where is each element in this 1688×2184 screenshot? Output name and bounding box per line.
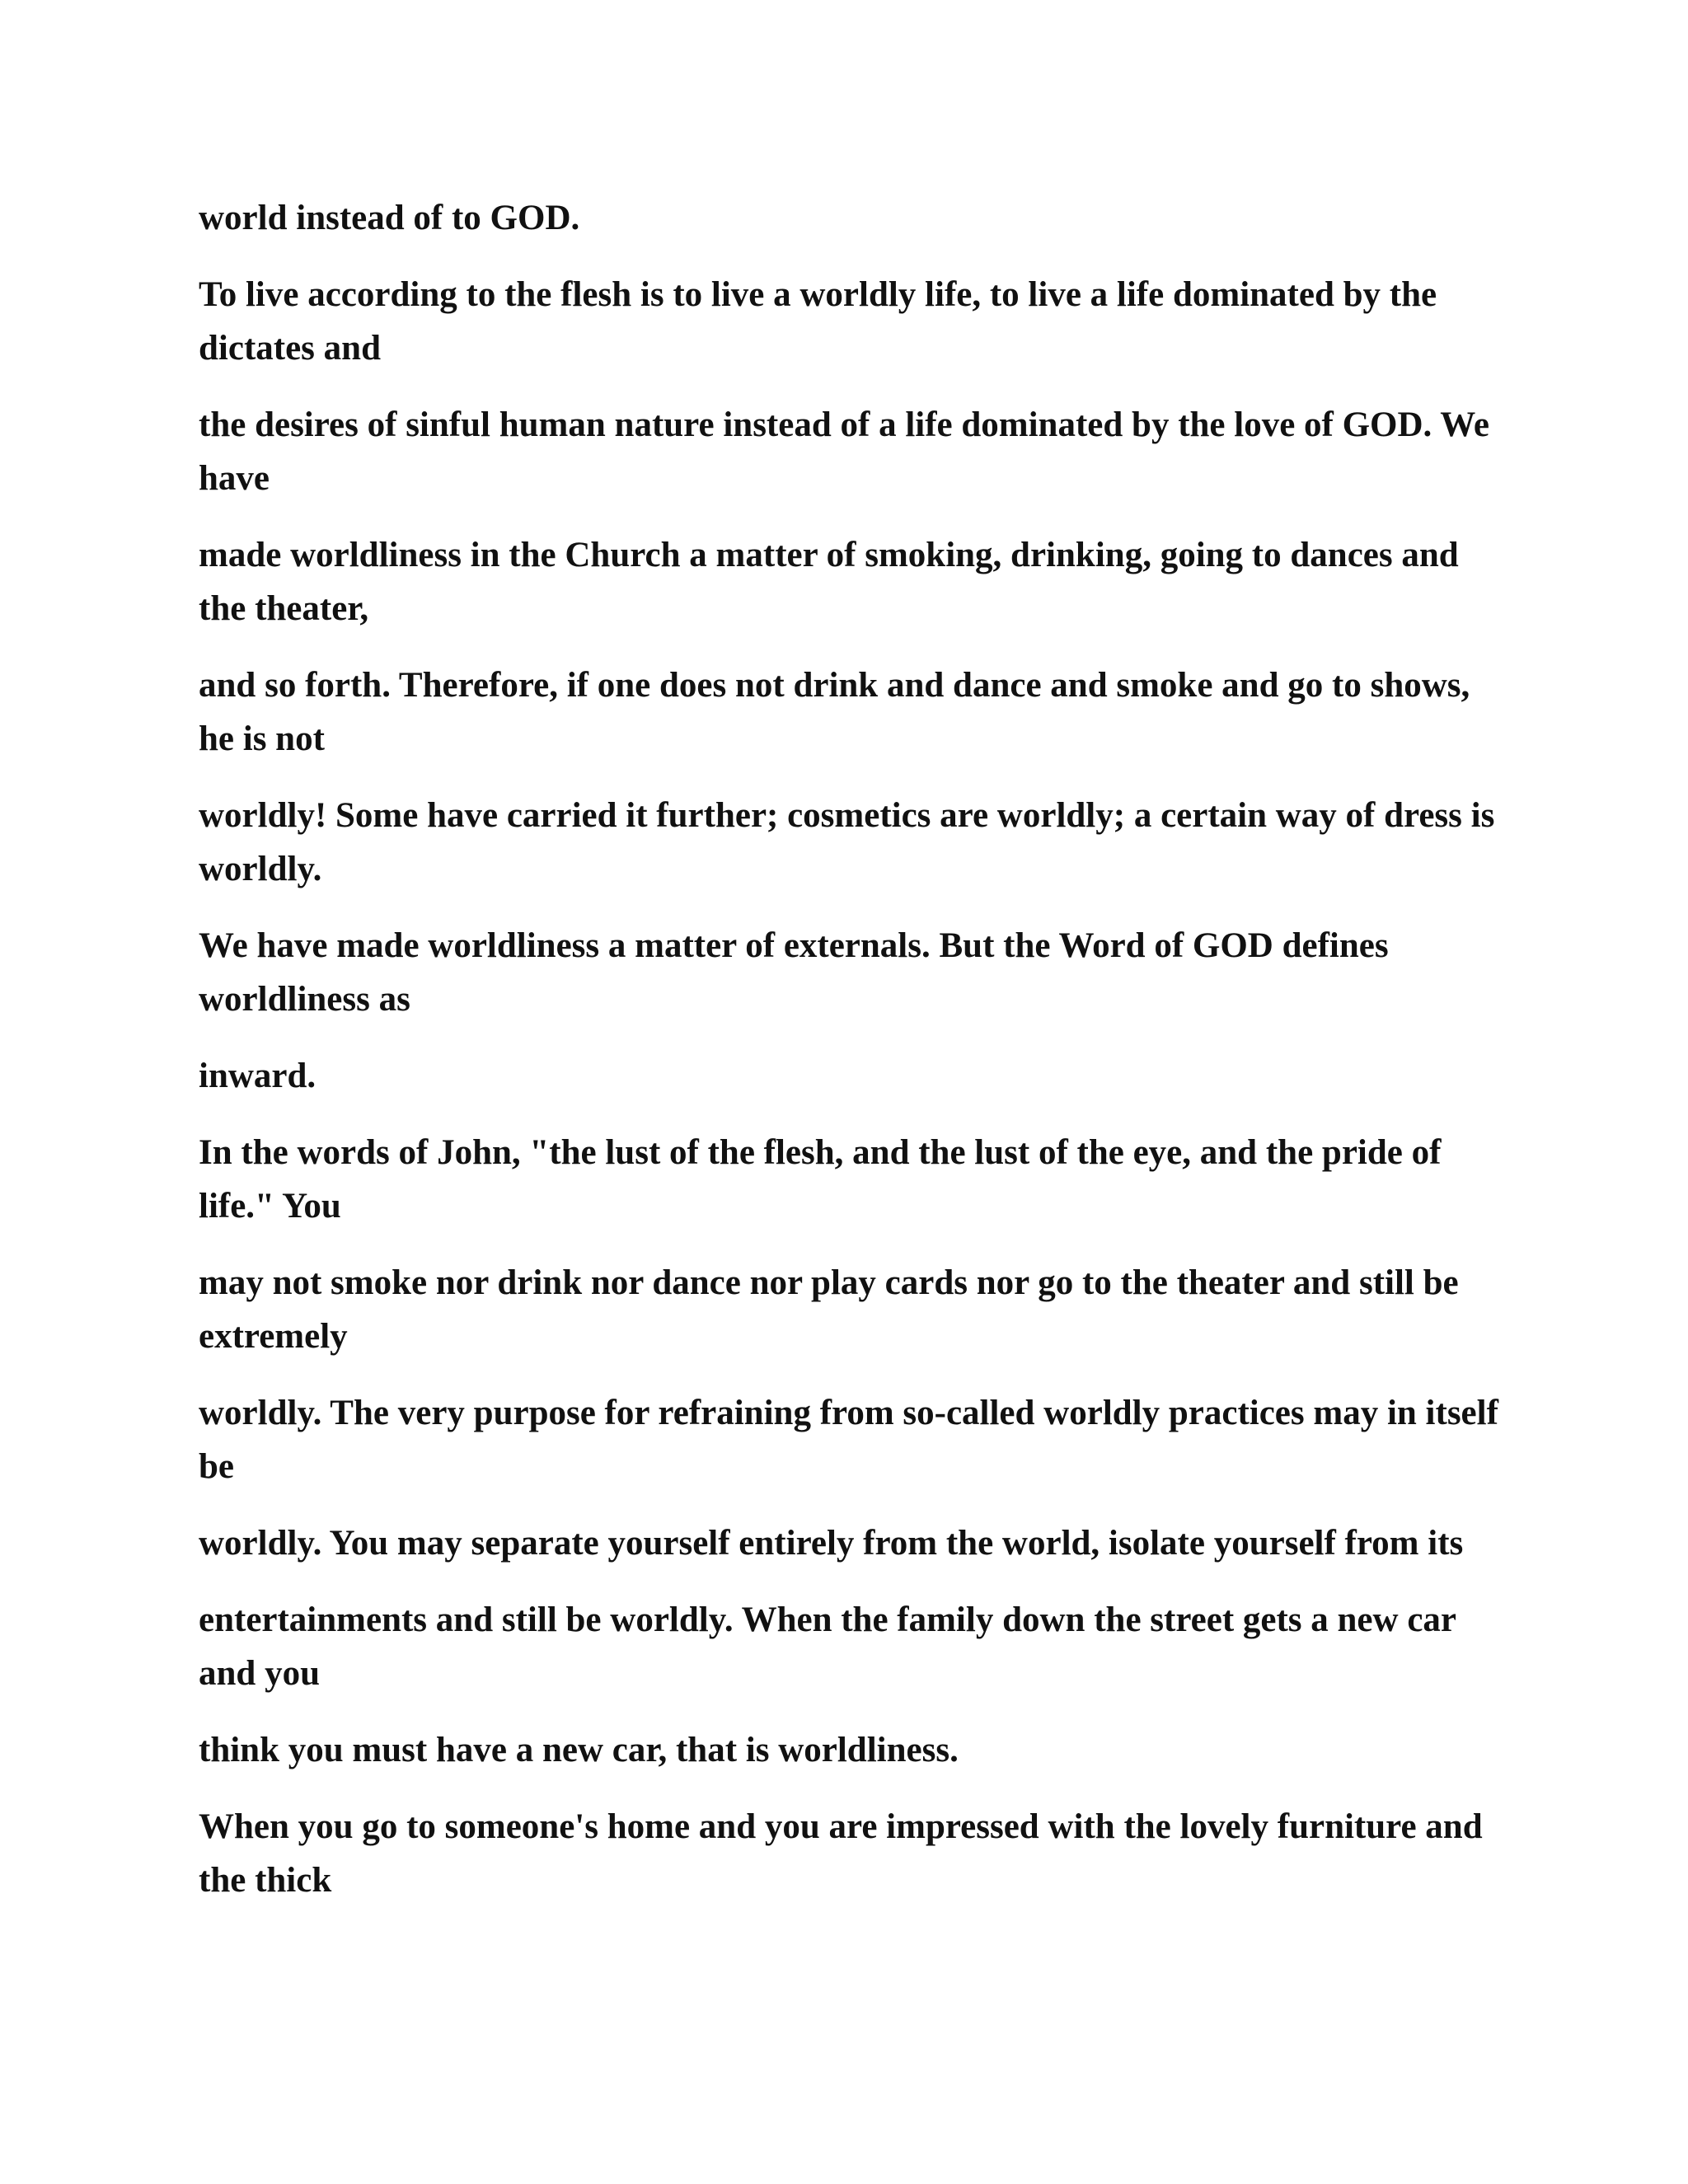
- paragraph-11: worldly. The very purpose for refraining from so-called worldly practices may in itself be: [199, 1394, 1498, 1486]
- paragraph-9: In the words of John, "the lust of the flesh, and the lust of the eye, and the pride of life." You: [199, 1133, 1442, 1226]
- paragraph-1: world instead of to GOD.: [199, 199, 580, 237]
- paragraph-2: To live according to the flesh is to live a worldly life, to live a life dominated by the dictates and: [199, 275, 1437, 368]
- paragraph-4: made worldliness in the Church a matter of smoking, drinking, going to dances and the theater,: [199, 536, 1459, 628]
- document-body: [199, 191, 1501, 1930]
- paragraph-12: worldly. You may separate yourself entirely from the world, isolate yourself from its: [199, 1524, 1464, 1563]
- paragraph-3: the desires of sinful human nature instead of a life dominated by the love of GOD. We have: [199, 405, 1489, 498]
- paragraph-14: think you must have a new car, that is worldliness.: [199, 1731, 959, 1769]
- paragraph-13: entertainments and still be worldly. When the family down the street gets a new car and you: [199, 1601, 1456, 1693]
- paragraph-10: may not smoke nor drink nor dance nor play cards nor go to the theater and still be extremely: [199, 1263, 1459, 1356]
- paragraph-15: When you go to someone's home and you are impressed with the lovely furniture and the thick: [199, 1807, 1483, 1900]
- paragraph-8: inward.: [199, 1057, 316, 1095]
- paragraph-6: worldly! Some have carried it further; cosmetics are worldly; a certain way of dress is worldly.: [199, 796, 1495, 888]
- paragraph-5: and so forth. Therefore, if one does not drink and dance and smoke and go to shows, he is not: [199, 666, 1470, 758]
- paragraph-7: We have made worldliness a matter of externals. But the Word of GOD defines worldliness as: [199, 926, 1389, 1019]
